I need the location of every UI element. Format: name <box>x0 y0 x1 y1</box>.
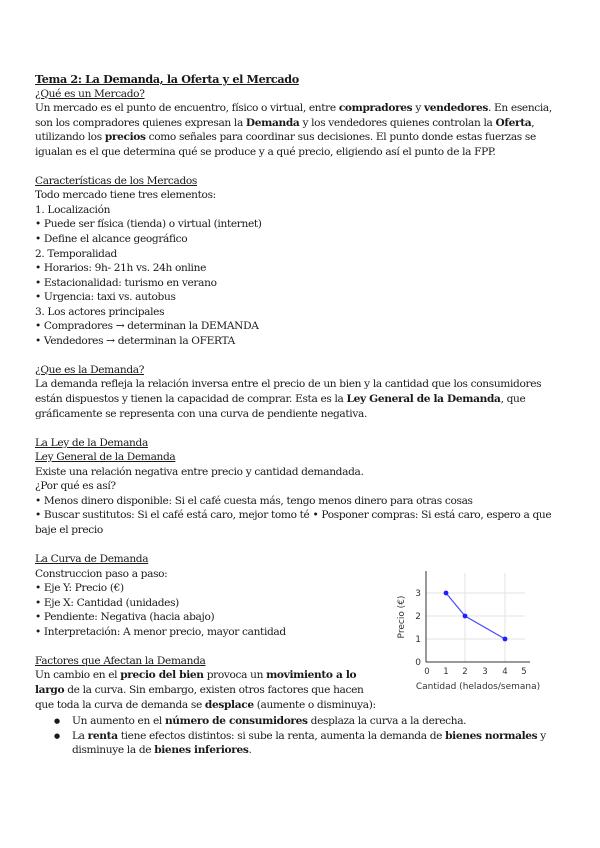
list-item: Todo mercado tiene tres elementos: <box>35 189 216 202</box>
text: Un cambio en el <box>35 669 121 682</box>
text: , que gráficamente se representa con una curva de pendiente negativa. <box>35 393 526 420</box>
list-item: • Horarios: 9h- 21h vs. 24h online <box>35 262 206 275</box>
bold-text: renta <box>87 729 118 742</box>
spacer <box>35 348 565 363</box>
list-item: 1. Localización <box>35 203 111 216</box>
bold-text: precios <box>104 131 146 144</box>
y-axis-label: Precio (€) <box>397 595 407 639</box>
caracteristicas-list <box>35 188 565 348</box>
y-tick: 2 <box>415 612 421 622</box>
heading-factores: Factores que Afectan la Demanda <box>35 654 206 667</box>
bold-text: movimiento a lo largo <box>35 669 357 696</box>
bold-text: Demanda <box>245 116 300 129</box>
list-item: • Eje Y: Precio (€) <box>35 582 124 595</box>
y-tick: 3 <box>415 589 421 599</box>
bold-text: Ley General de la Demanda <box>346 393 501 406</box>
list-item: • Pendiente: Negativa (hacia abajo) <box>35 611 215 624</box>
data-point <box>503 637 508 642</box>
list-item: • Puede ser física (tienda) o virtual (internet) <box>35 218 262 231</box>
text: y los vendedores quienes controlan la <box>299 116 496 129</box>
text: . En esencia, son los compradores quienes expresan la <box>35 102 552 129</box>
heading-caracteristicas: Características de los Mercados <box>35 174 198 187</box>
heading-ley-demanda: La Ley de la Demanda <box>35 436 148 449</box>
x-tick: 1 <box>443 667 449 677</box>
bold-text: precio del bien <box>120 669 204 682</box>
y-tick-labels <box>415 589 421 668</box>
factores-bullet-list <box>35 714 565 758</box>
paragraph-mercado <box>35 101 565 159</box>
list-item: • Estacionalidad: turismo en verano <box>35 276 217 289</box>
data-point <box>444 591 449 596</box>
x-tick: 4 <box>502 667 508 677</box>
list-item: • Eje X: Cantidad (unidades) <box>35 596 179 609</box>
bold-text: Oferta <box>495 116 532 129</box>
text: de la curva. Sin embargo, existen otros factores que hacen que toda la curva de demanda se <box>35 683 364 711</box>
text-line: Existe una relación negativa entre precio y cantidad demandada. <box>35 465 364 478</box>
text: , utilizando los <box>35 116 535 144</box>
x-tick: 3 <box>482 667 488 677</box>
text: y <box>412 102 424 115</box>
x-tick: 0 <box>424 667 430 677</box>
text: provoca un <box>203 669 267 682</box>
demand-curve-chart <box>390 565 560 695</box>
paragraph-demanda <box>35 377 565 421</box>
page-title: Tema 2: La Demanda, la Oferta y el Mercado <box>35 72 299 86</box>
list-item: Construccion paso a paso: <box>35 567 168 580</box>
x-axis-label: Cantidad (helados/semana) <box>415 682 541 692</box>
list-item: • Define el alcance geográfico <box>35 233 188 246</box>
list-item: 2. Temporalidad <box>35 247 117 260</box>
y-tick: 1 <box>415 635 421 645</box>
bold-text: compradores <box>338 102 413 115</box>
x-tick: 5 <box>521 667 527 677</box>
list-item: • Compradores → determinan la DEMANDA <box>35 320 259 333</box>
text: Un aumento en el <box>72 715 165 728</box>
text: y disminuye la de <box>72 729 546 757</box>
x-tick-labels <box>424 667 526 677</box>
spacer <box>35 421 565 436</box>
bold-text: bienes inferiores <box>154 744 249 757</box>
bold-text: bienes normales <box>445 729 538 742</box>
spacer <box>35 159 565 174</box>
bold-text: vendedores <box>423 102 488 115</box>
x-tick: 2 <box>462 667 468 677</box>
list-item: • Vendedores → determinan la OFERTA <box>35 334 235 347</box>
text: . <box>248 744 252 757</box>
text: La demanda refleja la relación inversa entre el precio de un bien y la cantidad que los consumidores están dispuestos y tienen la capacidad de comprar. Esta es la <box>35 378 542 406</box>
heading-curva-demanda: La Curva de Demanda <box>35 553 149 566</box>
subheading-ley-general: Ley General de la Demanda <box>35 451 176 464</box>
text: Un mercado es el punto de encuentro, físico o virtual, entre <box>35 102 339 115</box>
chart-gridlines <box>426 573 525 662</box>
text-line: ¿Por qué es así? <box>35 480 116 493</box>
list-item: • Interpretación: A menor precio, mayor cantidad <box>35 625 286 638</box>
text: (aumente o disminuya): <box>253 698 376 711</box>
list-item: 3. Los actores principales <box>35 305 165 318</box>
list-item: • Menos dinero disponible: Si el café cuesta más, tengo menos dinero para otras cosas <box>35 494 473 507</box>
bold-text: desplace <box>204 698 254 711</box>
bullet-item <box>35 729 565 758</box>
list-item: • Buscar sustitutos: Si el café está caro, mejor tomo té • Posponer compras: Si está caro, espero a que baje el precio <box>35 509 552 536</box>
paragraph-factores <box>35 668 380 712</box>
y-tick: 0 <box>415 658 421 668</box>
spacer <box>35 538 565 553</box>
text: tiene efectos distintos: si sube la renta, aumenta la demanda de <box>117 729 446 742</box>
text: La <box>72 729 88 742</box>
list-item: • Urgencia: taxi vs. autobus <box>35 291 176 304</box>
bold-text: número de consumidores <box>164 715 308 728</box>
text: desplaza la curva a la derecha. <box>307 715 467 728</box>
heading-que-es-mercado: ¿Qué es un Mercado? <box>35 87 145 100</box>
heading-que-es-demanda: ¿Que es la Demanda? <box>35 363 145 376</box>
text: como señales para coordinar sus decisiones. El punto donde estas fuerzas se igualan es el que determina qué se produce y a qué precio, eligiendo así el punto de la FPP. <box>35 131 536 158</box>
data-point <box>463 614 468 619</box>
bullet-item <box>35 714 565 729</box>
